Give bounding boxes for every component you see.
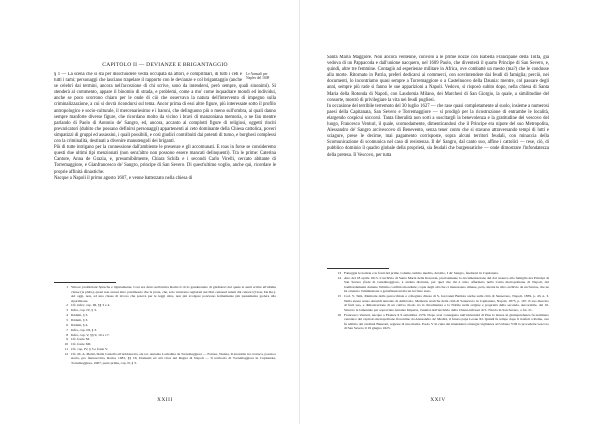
footnote: 6 Ibidem, § 4.: [66, 322, 89, 327]
footnote: 15 Cod. V. Tetti, Memorie della parrocchiale e collegiata chiesa di S. Giovanni Battista anche sulla città di Sansevero, Napoli, 1839, p. 43, n. 3. Nella stessa senso Ansaldi Antonio di Ambrosio, Memorie storiche della città di Sansevero in Capitanata, Napoli, 1875, p. 167. Il suo marcato di furti suo, e dimostrazione di un cattivo modo tra la cittadinanza e la Nobile nella origine e proprietà della seconda. Ancorabile, del 10. Sincero le lamentele per sopraviate Antonio Imperia, l'analisi dell'Archivio della Chiesa infraset di S. Nicola in San Severo, a fol. 21.: [337, 294, 549, 312]
footnote-rule: [327, 268, 389, 269]
right-page: [300, 0, 600, 424]
footnote: 13 Fatteggia le notizie e le fonti del primo volume, tutimo inedito, del mio, I de' Sangro, feudatari in Capitanata.: [337, 271, 499, 275]
right-body-text: [327, 55, 549, 267]
footnote: 8 Infra, cap. V, §§ 9, 10 e 17.: [66, 332, 110, 337]
left-footnotes: [54, 285, 276, 370]
footnote: 2 Cfr. infra: cap. III, §§ 3 e 4.: [66, 303, 111, 308]
footnote: 11 Cfr. cap. IV, § 5 e fonte V.: [64, 347, 108, 352]
page-number: XXIV: [430, 397, 446, 403]
paragraph: In occasione del terribile terremoto del 30 luglio 1627 — che rase quasi completamente al suolo, insieme a numerosi paesi della Capitanata, San Severo e Torremaggiore — si prodigò per la ricostruzione di entrambe le località, elargendo cospicui soccorsi. Tanta liberalità non sortì a suscitargli la benevolenza e la gratitudine del vescovo del luogo, Francesco Venturi, il quale, scomodamente, dimenticandosi che il Principe era nipote del suo Metropolita, Alessandro de' Sangro arcivescovo di Benevento, senza tener conto che si stavano attraversando tempi di lutti e sciagure, prese le decime, mai pagamento corrisposte, sopra alcuni territori feudali, con minaccia della Scomunicazione di scomunica nel caso di resistenza. Il de' Sangro, dal canto suo, affine i cattolici — rese, ciò, di pubblico dominio il quadro globale della proprietà, sia feudali che burgensatiche — onde dimostrare l'infondatezza della pretesa. Il Vescovo, per tutta: [327, 103, 549, 158]
footnote: 1 Vittore proibizioni Spruchs e ligiatamente. Così era detto nell'antica Roma il ciclo ganderanzio di gladiatori del quale si sentì scritte all'ultima classe (la plebs), quasi non avessi altro patrimonio che la prole, che, solo venivano registrati nei libri censuari tenuti dai censori (Cicer, De Re.). Ad oggi, non, ad una classe di lavoro che poteva per le leggi altre, non più svolgere potevano fermamente più pienamente godere alla ripartizione.: [66, 285, 276, 303]
footnote: 5 Ibidem, § 3.: [66, 318, 89, 323]
chapter-title: CAPITOLO II — DEVIANZE E BRIGANTAGGIO: [102, 62, 228, 68]
footnote: 9 Cfr. fonte XI.: [66, 337, 91, 342]
footnote-rule: [54, 282, 116, 283]
right-footnotes: [327, 271, 549, 381]
footnote: 4 Ibidem, § 3.: [66, 313, 89, 318]
footnote: 3 Infra, cap. IV, § 3.: [66, 308, 97, 313]
footnote: 10 Cfr. fonte XII.: [64, 342, 92, 347]
paragraph: Santa Maria Maggiore. Non ancora ventenne, convolò a le prime nozze con Isabella Francipane della Tolfa, già vedova di un Pappacoda e dall'unione nacquero, nel 1609 Paolo, che diventerà il quarto Principe di San Severo, e, quindi, altre tre femmine. Contagiò ad esperienze militare in Africa, ove combatté un mesto (ma?) che le condusse alla morte. Ritornato in Patria, preferì dedicarsi ai commerci, con sovrintendere dai feudi di famiglia; perciò, nei documenti, lo incontriamo quasi sempre a Torremaggiore o a Castelnuovo della Daunia: mentre, col passare degli anni, sempre più rade si fanno le sue apparizioni a Napoli. Vedovo, si risposò subito dopo, nella chiesa di Santa Maria della Rotonda di Napoli, con Laudomia Milano, dei Marchesi di San Giorgio, la quale, a similitudine del consorte, mostrò di privilegiare la vita nei feudi pugliesi.: [327, 55, 549, 103]
marginal-note: Le Annuali per Naples del 1608: [246, 72, 270, 81]
footnote: 14 Atto del 18 aprile 1615. L'archivio di Santa Maria della Rotonda, precisamente la documentazione del dal ruoleva alla famiglia dei Principi di San Severo (fede di Giardinaggiore, è andata distrutta, per quel che mi è stato affermato nella Curia metropolitana di Napoli, dai bombardamenti durante l'ultimo conflitto mondiale; copia degli atti che ci interessano rimane, però, intatta in altro archivio da un Santos, che ne ha ottenuto l'ammissione a genuflessioni ma un lei fatte stato.: [337, 275, 549, 294]
paragraph: § 1 — La scena che si sta per disschiudere vedrà occupata da attori, e comprimari, di tutti i ceti e tutti i rami; personaggi che lasciano trapelare il rapporto con le devianze e col brigantaggio (anche se celebri dai termini, ancora nell'accezione di chi scrive, sono da intendersi, però sempre, quali sinonimi). Si stenderà al commento, appare il binomio di strada, e problemi, come a mo' come inquadrare mondi ed individui, anche se poco scorrono chiaro per le onde di ciò che osservava la natura dell'intervento di impegno sulla criminalizzazione, a cui si dovrà ricondursi sul tema. Ancor prima di essi altre figure, più interessate sotto il profilo antropologico e socio-culturale, il mercenariesimo e i baroni, che delinguono più o meno sull'ombra, ai quali danno sempre manforte diverse figure, che ricordano molto da vicino i bravi di manzoniana memoria, o ne fan mentre parlando di Paolo di Antonio de' Sangro, ed, ancora, accanto ai complotti figure di religiosi, oggetti rinciti prevaricatori (dubito che possano definirsi personaggi) appartenenti ai ceto dominante della Chiesa cattolica, poveri simpatizzi di gruppi ed assassini, i quali possibili, e così giudici contribuiti dai potenti di turno, e borghesi complessi con la criminalità, destinati a divenire manutengoli dei briganti.: [54, 72, 276, 145]
paragraph: Nacque a Napoli il primo agosto 1607, e venne battezzato nella chiesa di: [54, 175, 193, 181]
left-body-text: [54, 72, 276, 272]
paragraph: Più di tutte intrigano per la connessione dall'ambiente le presenze e gli accomunati. E roas in forse se consideremo questi due ultimi tipi menzionati (non senz'altro non possono essere mancati delinquenti). Tra le prime: Caterina Cantore, Anna de Grazia, e, presumibilmente, Chiara Schifa e i secondi Carlo Virelli, cercato abitante di Torremaggiore, e Gianfrancesco de' Sangro, principe di San Severo. Di quest'ultimo voglio, anche qui, ricordare le proprie affinità dinastiche.: [54, 145, 276, 175]
footnote: 12 Cfr. M. A. Piemi, Dalla Castella all'Addolorata, sia tot. Antonio Lomolina da Torremaggiore — Fontea, Vienna, Il ancestile tra cronaca, poesia e storia, pro manoscritto, Roma, 1981, §§ 16; Domenti ed atti circa nel Regno di Napoli — Il territorio di Torremaggiore in Capitanata, Torremaggiore, 2007, parte prima, cap. II, § 3.: [64, 351, 276, 366]
page-number: XXIII: [157, 397, 173, 403]
footnote: 16 Francesco Venturi, nacque a Firenze il 9 settembre 1576. Dopo aver conseguito nell'università di Pisa la laurea in giurisprudenza fu nominato canonico del capitolo metropolitano fiorentino da Alessandro de' Medici, il futuro papa Leone XI. Quindi fu tempo dopo il trasferì a Roma, ove fu adibito dal cardinal Benzoni, regione di una madre. Paolo V in cuna del intendenza strategie vigliantes ad Urbano VIII lo procedette vescovo di San Severo il 19 giugno 1625.: [337, 312, 549, 331]
footnote: 7 Infra, cap. III, § 3.: [66, 327, 97, 332]
